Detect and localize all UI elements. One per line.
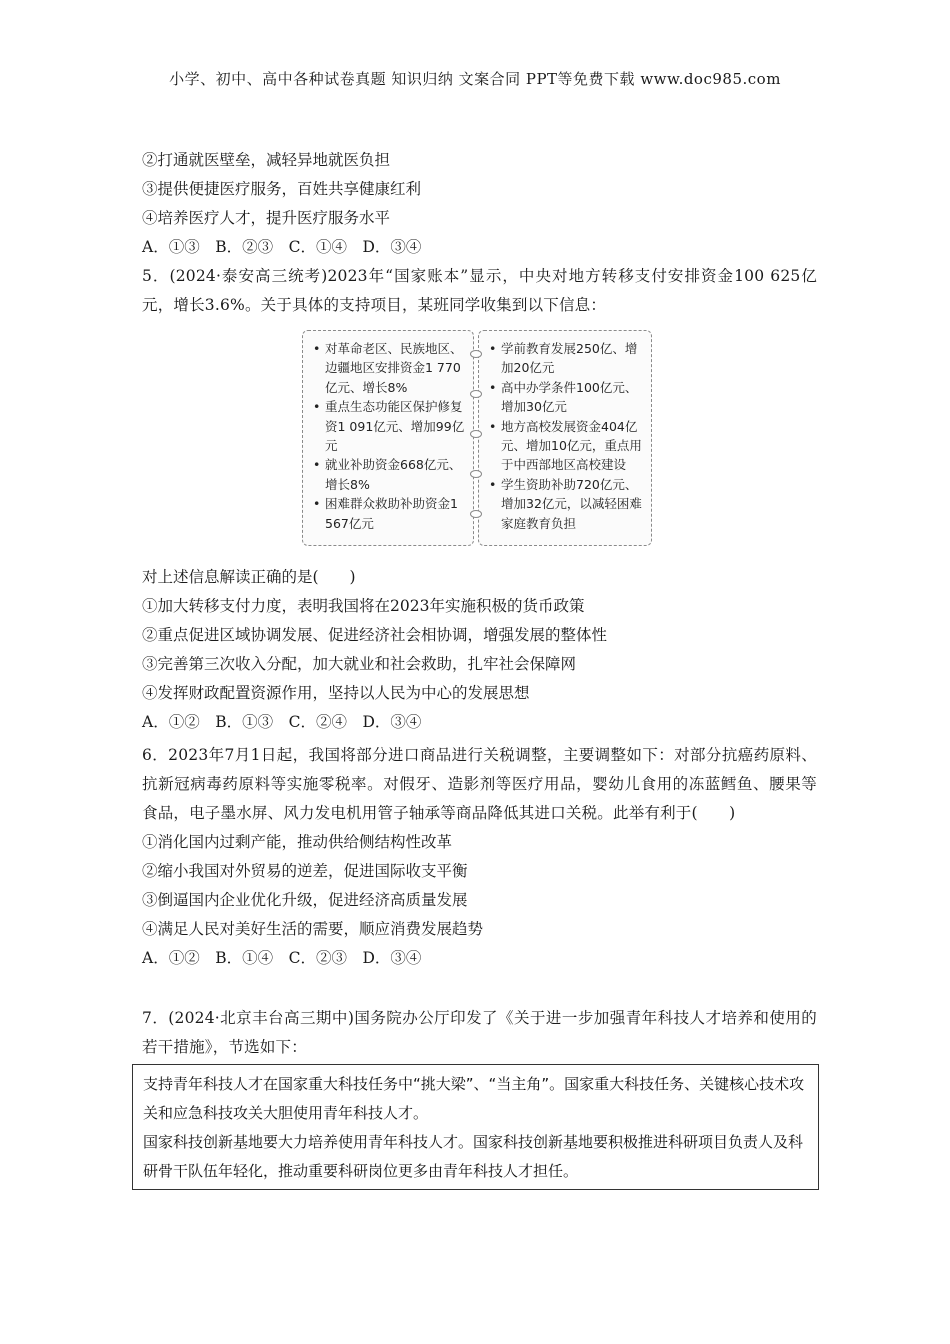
option-line: ①消化国内过剩产能，推动供给侧结构性改革 — [142, 833, 453, 851]
option-line: ④发挥财政配置资源作用，坚持以人民为中心的发展思想 — [142, 684, 530, 702]
excerpt-paragraph: 支持青年科技人才在国家重大科技任务中“挑大梁”、“当主角”。国家重大科技任务、关键核心技术攻关和应急科技攻关大胆使用青年科技人才。 — [143, 1075, 805, 1122]
figure-item: • 对革命老区、民族地区、边疆地区安排资金1 770亿元、增长8% — [313, 339, 467, 397]
option-line: ③提供便捷医疗服务，百姓共享健康红利 — [142, 180, 422, 198]
question-4-options — [142, 146, 817, 262]
figure-item: • 学生资助补助720亿元、增加32亿元，以减轻困难家庭教育负担 — [489, 475, 645, 533]
figure-item: • 困难群众救助补助资金1 567亿元 — [313, 494, 467, 533]
answer-choices: A．①③ B．②③ C．①④ D．③④ — [142, 238, 422, 256]
answer-choices: A．①② B．①③ C．②④ D．③④ — [142, 713, 422, 731]
option-line: ②打通就医壁垒，减轻异地就医负担 — [142, 151, 391, 169]
excerpt-paragraph: 国家科技创新基地要大力培养使用青年科技人才。国家科技创新基地要积极推进科研项目负责人及科研骨干队伍年轻化，推动重要科研岗位更多由青年科技人才担任。 — [143, 1133, 804, 1180]
option-line: ④培养医疗人才，提升医疗服务水平 — [142, 209, 391, 227]
question-5-stem — [142, 262, 817, 320]
question-6 — [142, 741, 817, 973]
question-stem-text: 5．(2024·泰安高三统考)2023年“国家账本”显示，中央对地方转移支付安排资金100 625亿元，增长3.6%。关于具体的支持项目，某班同学收集到以下信息： — [142, 267, 817, 314]
figure-item: • 重点生态功能区保护修复资1 091亿元、增加99亿元 — [313, 397, 467, 455]
figure-left-panel — [302, 330, 474, 546]
option-line: ④满足人民对美好生活的需要，顺应消费发展趋势 — [142, 920, 484, 938]
figure-item: • 学前教育发展250亿、增加20亿元 — [489, 339, 645, 378]
option-line: ①加大转移支付力度，表明我国将在2023年实施积极的货币政策 — [142, 597, 585, 615]
question-stem-text: 6．2023年7月1日起，我国将部分进口商品进行关税调整，主要调整如下：对部分抗癌药原料、抗新冠病毒药原料等实施零税率。对假牙、造影剂等医疗用品，婴幼儿食用的冻蓝鳕鱼、腰果等食品，电子墨水屏、风力发电机用管子轴承等商品降低其进口关税。此举有利于( ) — [142, 746, 817, 822]
figure-item: • 就业补助资金668亿元、增长8% — [313, 455, 467, 494]
figure-item: • 高中办学条件100亿元、增加30亿元 — [489, 378, 645, 417]
answer-choices: A．①② B．①④ C．②③ D．③④ — [142, 949, 422, 967]
figure-item: • 地方高校发展资金404亿元、增加10亿元，重点用于中西部地区高校建设 — [489, 417, 645, 475]
transfer-payment-figure — [302, 330, 652, 548]
policy-excerpt-box — [132, 1064, 819, 1190]
binder-ring-icon — [470, 510, 482, 518]
question-prompt: 对上述信息解读正确的是( ) — [142, 568, 356, 586]
figure-right-panel — [478, 330, 652, 546]
option-line: ③倒逼国内企业优化升级，促进经济高质量发展 — [142, 891, 468, 909]
option-line: ②缩小我国对外贸易的逆差，促进国际收支平衡 — [142, 862, 468, 880]
page-header-banner: 小学、初中、高中各种试卷真题 知识归纳 文案合同 PPT等免费下载 www.doc985.com — [169, 70, 781, 88]
binder-ring-icon — [470, 350, 482, 358]
binder-ring-icon — [470, 430, 482, 438]
question-7-stem — [142, 1004, 817, 1062]
binder-ring-icon — [470, 390, 482, 398]
question-5-body — [142, 563, 817, 737]
question-stem-text: 7．(2024·北京丰台高三期中)国务院办公厅印发了《关于进一步加强青年科技人才培养和使用的若干措施》，节选如下： — [142, 1009, 817, 1056]
binder-ring-icon — [470, 470, 482, 478]
option-line: ②重点促进区域协调发展、促进经济社会相协调，增强发展的整体性 — [142, 626, 608, 644]
option-line: ③完善第三次收入分配，加大就业和社会救助，扎牢社会保障网 — [142, 655, 577, 673]
